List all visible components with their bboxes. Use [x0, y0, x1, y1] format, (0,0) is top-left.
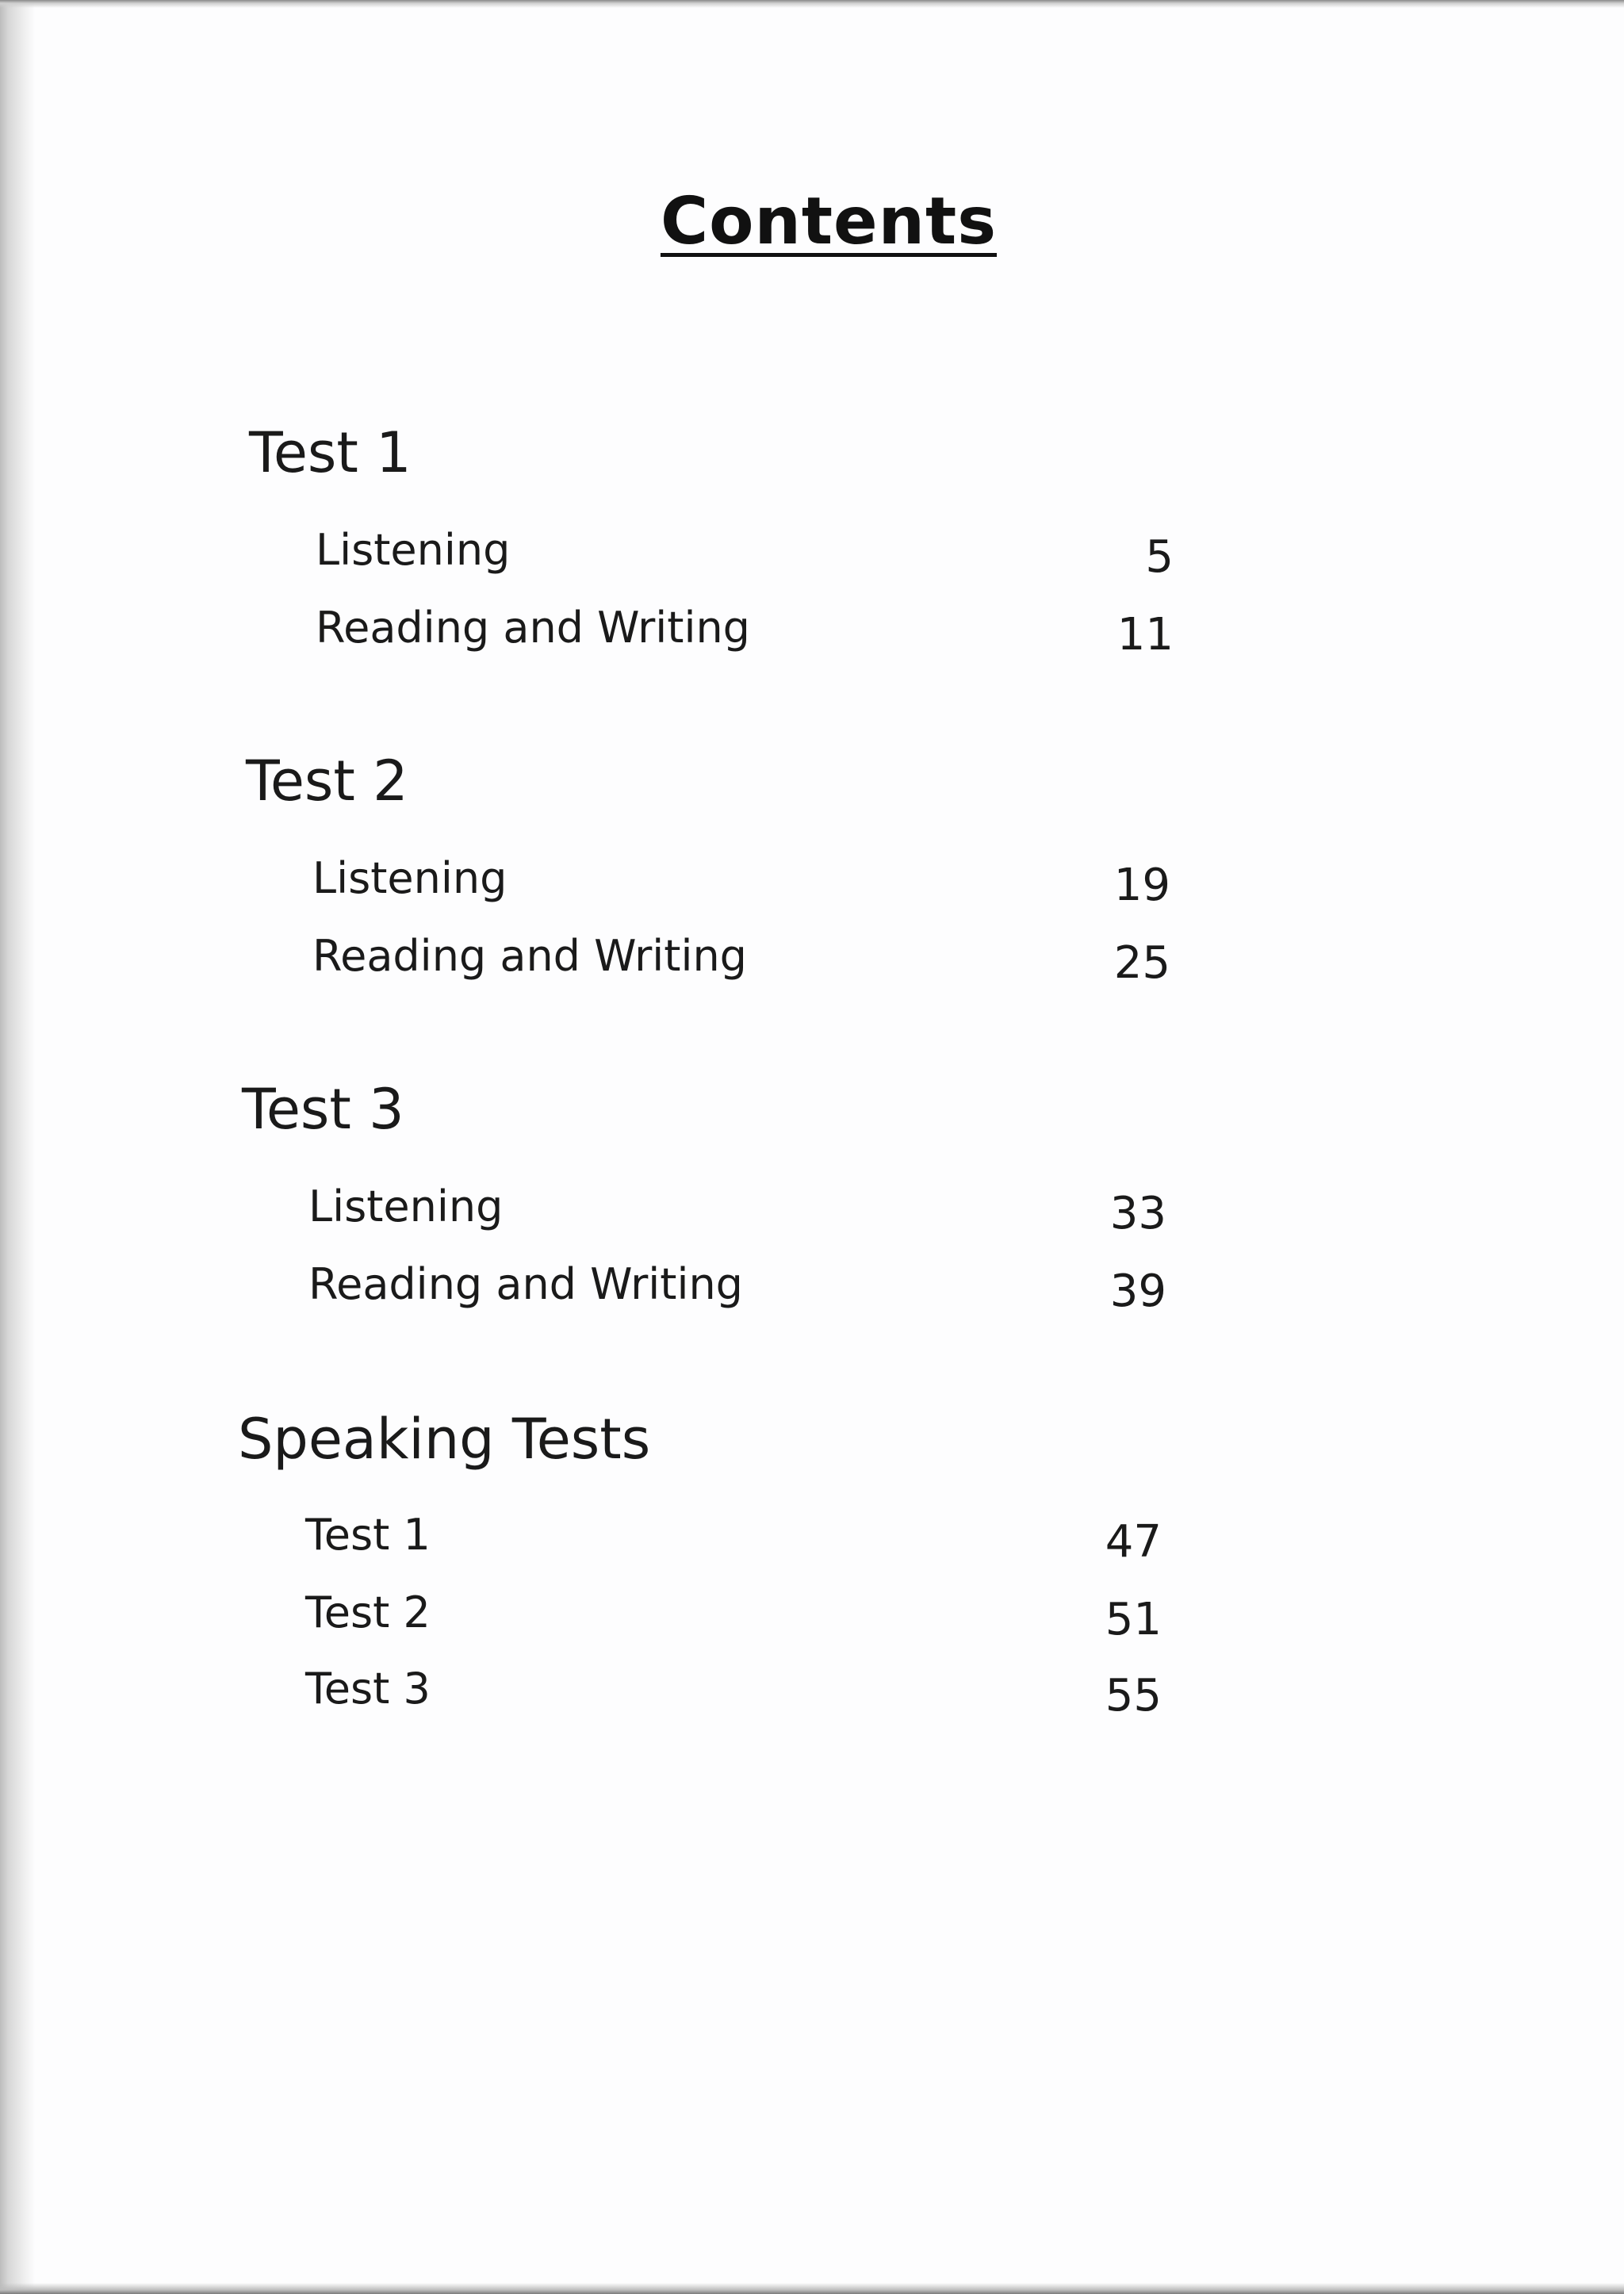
entry-label-test-3-listening: Listening — [308, 1181, 504, 1231]
entry-page-speaking-test-1: 47 — [1105, 1516, 1162, 1568]
entry-label-speaking-test-2: Test 2 — [305, 1587, 431, 1637]
page-title: Contents — [660, 184, 998, 259]
entry-label-test-1-reading-writing: Reading and Writing — [316, 603, 750, 653]
section-heading-test-1: Test 1 — [249, 420, 412, 485]
entry-label-test-2-listening: Listening — [312, 853, 508, 903]
entry-label-speaking-test-1: Test 1 — [305, 1510, 431, 1560]
entry-page-test-2-reading-writing: 25 — [1113, 937, 1170, 989]
entry-page-test-1-reading-writing: 11 — [1116, 609, 1174, 661]
entry-page-test-2-listening: 19 — [1113, 860, 1170, 911]
entry-label-speaking-test-3: Test 3 — [305, 1664, 431, 1714]
entry-page-test-3-reading-writing: 39 — [1109, 1266, 1166, 1317]
entry-label-test-3-reading-writing: Reading and Writing — [308, 1259, 743, 1309]
section-heading-speaking-tests: Speaking Tests — [238, 1407, 651, 1472]
scan-edge-top — [0, 0, 1624, 8]
entry-label-test-2-reading-writing: Reading and Writing — [312, 931, 747, 981]
entry-page-test-3-listening: 33 — [1109, 1188, 1166, 1239]
section-heading-test-2: Test 2 — [246, 749, 408, 814]
entry-page-speaking-test-3: 55 — [1105, 1670, 1162, 1721]
entry-page-speaking-test-2: 51 — [1105, 1594, 1162, 1645]
scan-edge-left — [0, 0, 35, 2294]
entry-page-test-1-listening: 5 — [1145, 531, 1174, 583]
entry-label-test-1-listening: Listening — [316, 525, 511, 575]
section-heading-test-3: Test 3 — [242, 1077, 404, 1142]
scan-edge-bottom — [0, 2283, 1624, 2294]
